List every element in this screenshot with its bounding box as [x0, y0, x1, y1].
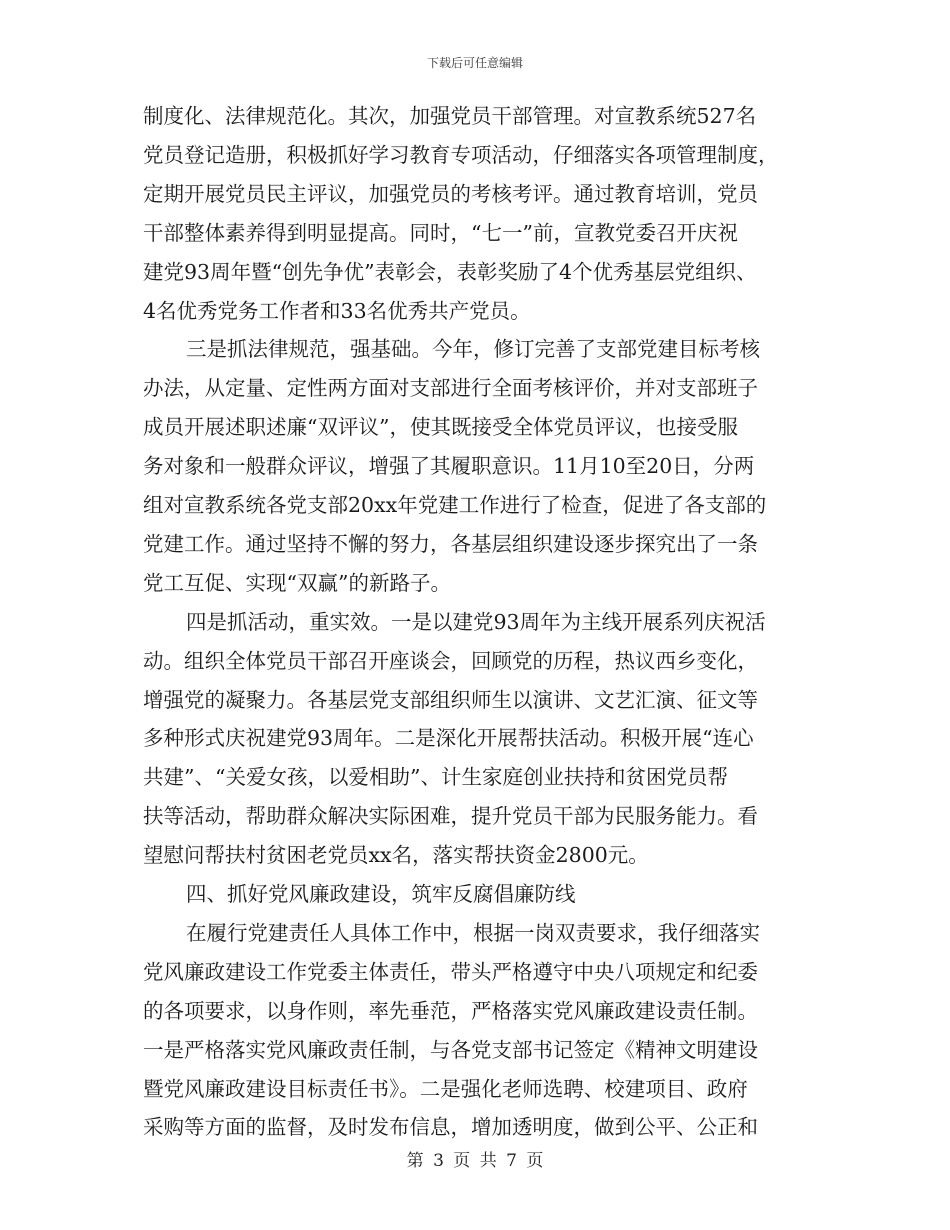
text-line: 增强党的凝聚力。各基层党支部组织师生以演讲、文艺汇演、征文等 [143, 687, 758, 712]
text-line: 采购等方面的监督，及时发布信息，增加透明度，做到公平、公正和 [143, 1115, 758, 1140]
text-line: 建党93周年暨“创先争优”表彰会，表彰奖励了4个优秀基层党组织、 [143, 259, 757, 284]
text-line: 组对宣教系统各党支部20xx年党建工作进行了检查，促进了各支部的 [143, 493, 767, 517]
text-line: 制度化、法律规范化。其次，加强党员干部管理。对宣教系统527名 [143, 104, 757, 128]
text-line: 务对象和一般群众评议，增强了其履职意识。11月10至20日，分两 [143, 454, 755, 479]
text-line: 三是抓法律规范，强基础。今年，修订完善了支部党建目标考核 [186, 337, 760, 362]
text-line: 成员开展述职述廉“双评议”，使其既接受全体党员评议，也接受服 [143, 415, 738, 440]
text-line: 望慰问帮扶村贫困老党员xx名，落实帮扶资金2800元。 [143, 843, 649, 868]
text-line: 扶等活动，帮助群众解决实际困难，提升党员干部为民服务能力。看 [143, 804, 758, 829]
page-footer: 第 3 页 共 7 页 [406, 1151, 544, 1171]
text-line: 的各项要求，以身作则，率先垂范，严格落实党风廉政建设责任制。 [143, 998, 758, 1023]
text-line: 党员登记造册，积极抓好学习教育专项活动，仔细落实各项管理制度， [143, 142, 779, 167]
text-line: 四、抓好党风廉政建设，筑牢反腐倡廉防线 [186, 882, 576, 906]
text-line: 多种形式庆祝建党93周年。二是深化开展帮扶活动。积极开展“连心 [143, 726, 754, 751]
text-line: 暨党风廉政建设目标责任书》。二是强化老师选聘、校建项目、政府 [143, 1076, 748, 1101]
page-header: 下载后可任意编辑 [426, 56, 523, 70]
text-line: 共建”、“关爱女孩，以爱相助”、计生家庭创业扶持和贫困党员帮 [143, 765, 728, 790]
text-line: 党建工作。通过坚持不懈的努力，各基层组织建设逐步探究出了一条 [143, 531, 758, 556]
text-line: 四是抓活动，重实效。一是以建党93周年为主线开展系列庆祝活 [186, 609, 766, 634]
text-line: 办法，从定量、定性两方面对支部进行全面考核评价，并对支部班子 [143, 376, 758, 401]
text-line: 党工互促、实现“双赢”的新路子。 [143, 570, 451, 595]
text-line: 定期开展党员民主评议，加强党员的考核考评。通过教育培训，党员 [143, 181, 758, 206]
text-line: 干部整体素养得到明显提高。同时，“七一”前，宣教党委召开庆祝 [143, 220, 738, 245]
text-line: 动。组织全体党员干部召开座谈会，回顾党的历程，热议西乡变化， [143, 648, 758, 673]
text-line: 一是严格落实党风廉政责任制，与各党支部书记签定《精神文明建设 [143, 1037, 758, 1062]
text-line: 党风廉政建设工作党委主体责任，带头严格遵守中央八项规定和纪委 [143, 959, 758, 984]
text-line: 4名优秀党务工作者和33名优秀共产党员。 [143, 298, 531, 323]
text-line: 在履行党建责任人具体工作中，根据一岗双责要求，我仔细落实 [186, 920, 760, 945]
